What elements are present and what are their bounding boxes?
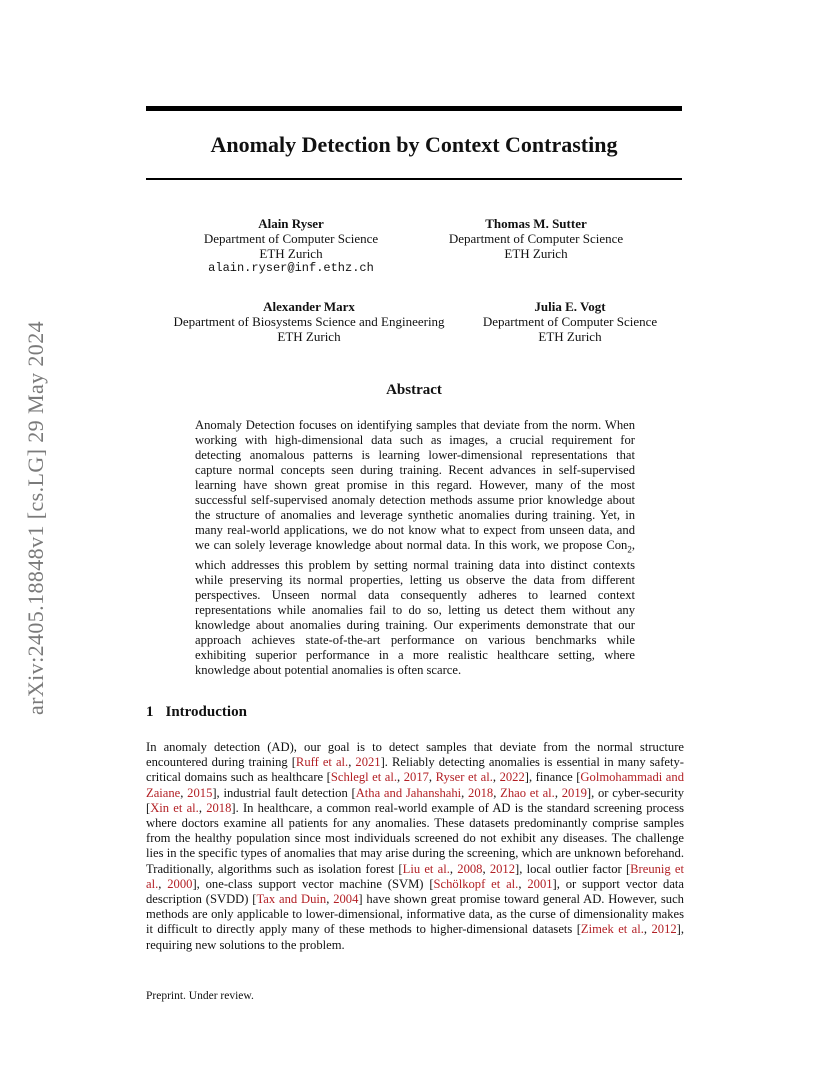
intro-text-segment: , xyxy=(493,785,501,800)
citation-link[interactable]: 2000 xyxy=(167,876,193,891)
citation-link[interactable]: 2018 xyxy=(206,800,232,815)
intro-text-segment: , xyxy=(554,785,562,800)
intro-text-segment: ]. In healthcare, a common real-world example of AD is the standard screening process where doctors examine all patients for any anomalies. These datasets predominantly comprise samples from the healthy population since most individuals screened do not exhibit any diseases. The challenge lies in the specific types of anomalies that may arise during the screening, which are unknown beforehand. Traditionally, algorithms such as isolation forest [ xyxy=(146,800,685,876)
abstract-text-part-2: , which addresses this problem by setting normal training data into distinct contexts while preserving its normal properties, letting us observe the data from different perspectives. Unseen normal data consequently adheres to learned context representations while anomalies fail to do so, letting us detect them without any knowledge about anomalies during training. Our experiments demonstrate that our approach achieves state-of-the-art performance on various benchmarks while exhibiting superior performance in a more realistic healthcare setting, where knowledge about potential anomalies is often scarce. xyxy=(195,538,635,677)
intro-text-segment: ], or cyber-security [ xyxy=(146,785,685,815)
arxiv-identifier xyxy=(16,278,56,758)
intro-text-segment: , xyxy=(397,770,404,785)
author-affiliation: Department of Computer Science xyxy=(482,314,658,329)
author-institution: ETH Zurich xyxy=(504,246,568,261)
author-name: Julia E. Vogt xyxy=(534,299,606,314)
author-name: Alain Ryser xyxy=(258,216,324,231)
author-institution: ETH Zurich xyxy=(538,329,602,344)
citation-link[interactable]: Liu et al. xyxy=(402,861,450,876)
author-block-1 xyxy=(186,216,396,276)
author-name: Alexander Marx xyxy=(263,299,355,314)
citation-link[interactable]: 2015 xyxy=(187,785,213,800)
arxiv-identifier-text: arXiv:2405.18848v1 [cs.LG] 29 May 2024 xyxy=(23,320,48,716)
intro-text-segment: , xyxy=(492,770,500,785)
section-number: 1 xyxy=(146,704,154,720)
intro-text-segment: , xyxy=(482,861,490,876)
author-institution: ETH Zurich xyxy=(277,329,341,344)
paper-title: Anomaly Detection by Context Contrasting xyxy=(210,132,618,157)
author-affiliation: Department of Computer Science xyxy=(448,231,624,246)
abstract-text-part-1: Anomaly Detection focuses on identifying samples that deviate from the norm. When working with high-dimensional data such as images, a crucial requirement for detecting anomalous patterns is learning lower-dimensional representations that capture normal concepts seen during training. Recent advances in self-supervised learning have shown great promise in this regard. However, many of the most successful self-supervised anomaly detection methods assume prior knowledge about the structure of anomalies and leverage synthetic anomalies during training. Yet, in many real-world applications, we do not know what to expect from unseen data, and we can solely leverage knowledge about normal data. In this work, we propose Con xyxy=(195,418,635,552)
intro-text-segment: ], one-class support vector machine (SVM) [ xyxy=(192,876,434,891)
citation-link[interactable]: 2022 xyxy=(499,770,525,785)
author-block-4 xyxy=(470,299,670,344)
citation-link[interactable]: 2012 xyxy=(651,922,677,937)
citation-link[interactable]: Atha and Jahanshahi xyxy=(355,785,462,800)
citation-link[interactable]: Ryser et al. xyxy=(435,770,493,785)
author-block-2 xyxy=(430,216,642,261)
intro-text-segment: , xyxy=(158,876,168,891)
citation-link[interactable]: 2008 xyxy=(457,861,483,876)
intro-text-segment: , xyxy=(518,876,528,891)
intro-text-segment: In anomaly detection (AD), our goal is to detect samples that deviate from the normal structure encountered during training [ xyxy=(146,740,684,770)
citation-link[interactable]: 2004 xyxy=(333,892,359,907)
intro-text-segment: , xyxy=(461,785,469,800)
citation-link[interactable]: 2017 xyxy=(403,770,429,785)
title-rule-top xyxy=(146,106,682,111)
intro-text-segment: , xyxy=(428,770,436,785)
author-email[interactable]: alain.ryser@inf.ethz.ch xyxy=(208,261,374,275)
citation-link[interactable]: Breunig et al. xyxy=(146,861,685,891)
author-affiliation: Department of Computer Science xyxy=(203,231,379,246)
author-name: Thomas M. Sutter xyxy=(485,216,587,231)
intro-text-segment: ], or support vector data description (SVDD) [ xyxy=(146,876,684,907)
citation-link[interactable]: Schölkopf et al. xyxy=(433,876,519,891)
citation-link[interactable]: Schlegl et al. xyxy=(330,770,398,785)
intro-text-segment: , xyxy=(348,755,356,770)
citation-link[interactable]: Zimek et al. xyxy=(580,922,644,937)
intro-text-segment: , xyxy=(449,861,458,876)
intro-text-segment: ], finance [ xyxy=(524,770,581,785)
page-footer: Preprint. Under review. xyxy=(146,990,254,1002)
author-block-3 xyxy=(160,299,458,344)
intro-text-segment: ], industrial fault detection [ xyxy=(212,785,356,800)
abstract-subscript: 2 xyxy=(627,544,632,555)
abstract-body xyxy=(195,418,635,678)
intro-text-segment: , xyxy=(326,892,334,907)
intro-text-segment: , xyxy=(180,785,188,800)
intro-text-segment: , xyxy=(198,800,207,815)
citation-link[interactable]: 2021 xyxy=(355,755,381,770)
citation-link[interactable]: 2001 xyxy=(527,876,553,891)
author-affiliation: Department of Biosystems Science and Engineering xyxy=(173,314,445,329)
intro-text-segment: ], local outlier factor [ xyxy=(515,861,631,876)
intro-text-segment: , xyxy=(643,922,652,937)
title-rule-bottom xyxy=(146,178,682,180)
author-institution: ETH Zurich xyxy=(259,246,323,261)
citation-link[interactable]: Ruff et al. xyxy=(295,755,349,770)
intro-text-segment: ]. Reliably detecting anomalies is essential in many safety-critical domains such as healthcare [ xyxy=(146,755,684,785)
citation-link[interactable]: Golmohammadi and Zaiane xyxy=(146,770,684,800)
citation-link[interactable]: Zhao et al. xyxy=(500,785,555,800)
citation-link[interactable]: 2019 xyxy=(561,785,587,800)
intro-text-segment: ] have shown great promise toward general AD. However, such methods are only applicable to lower-dimensional, informative data, as the curse of dimensionality makes it difficult to directly apply many of these methods to higher-dimensional datasets [ xyxy=(146,892,684,937)
abstract-heading: Abstract xyxy=(386,382,442,398)
section-title: Introduction xyxy=(165,704,247,720)
citation-link[interactable]: 2018 xyxy=(468,785,494,800)
introduction-body xyxy=(146,740,684,953)
section-heading-introduction xyxy=(146,704,247,721)
intro-text-segment: ], requiring new solutions to the problem. xyxy=(146,922,684,952)
citation-link[interactable]: 2012 xyxy=(489,861,516,876)
citation-link[interactable]: Tax and Duin xyxy=(256,892,327,907)
citation-link[interactable]: Xin et al. xyxy=(150,800,199,815)
